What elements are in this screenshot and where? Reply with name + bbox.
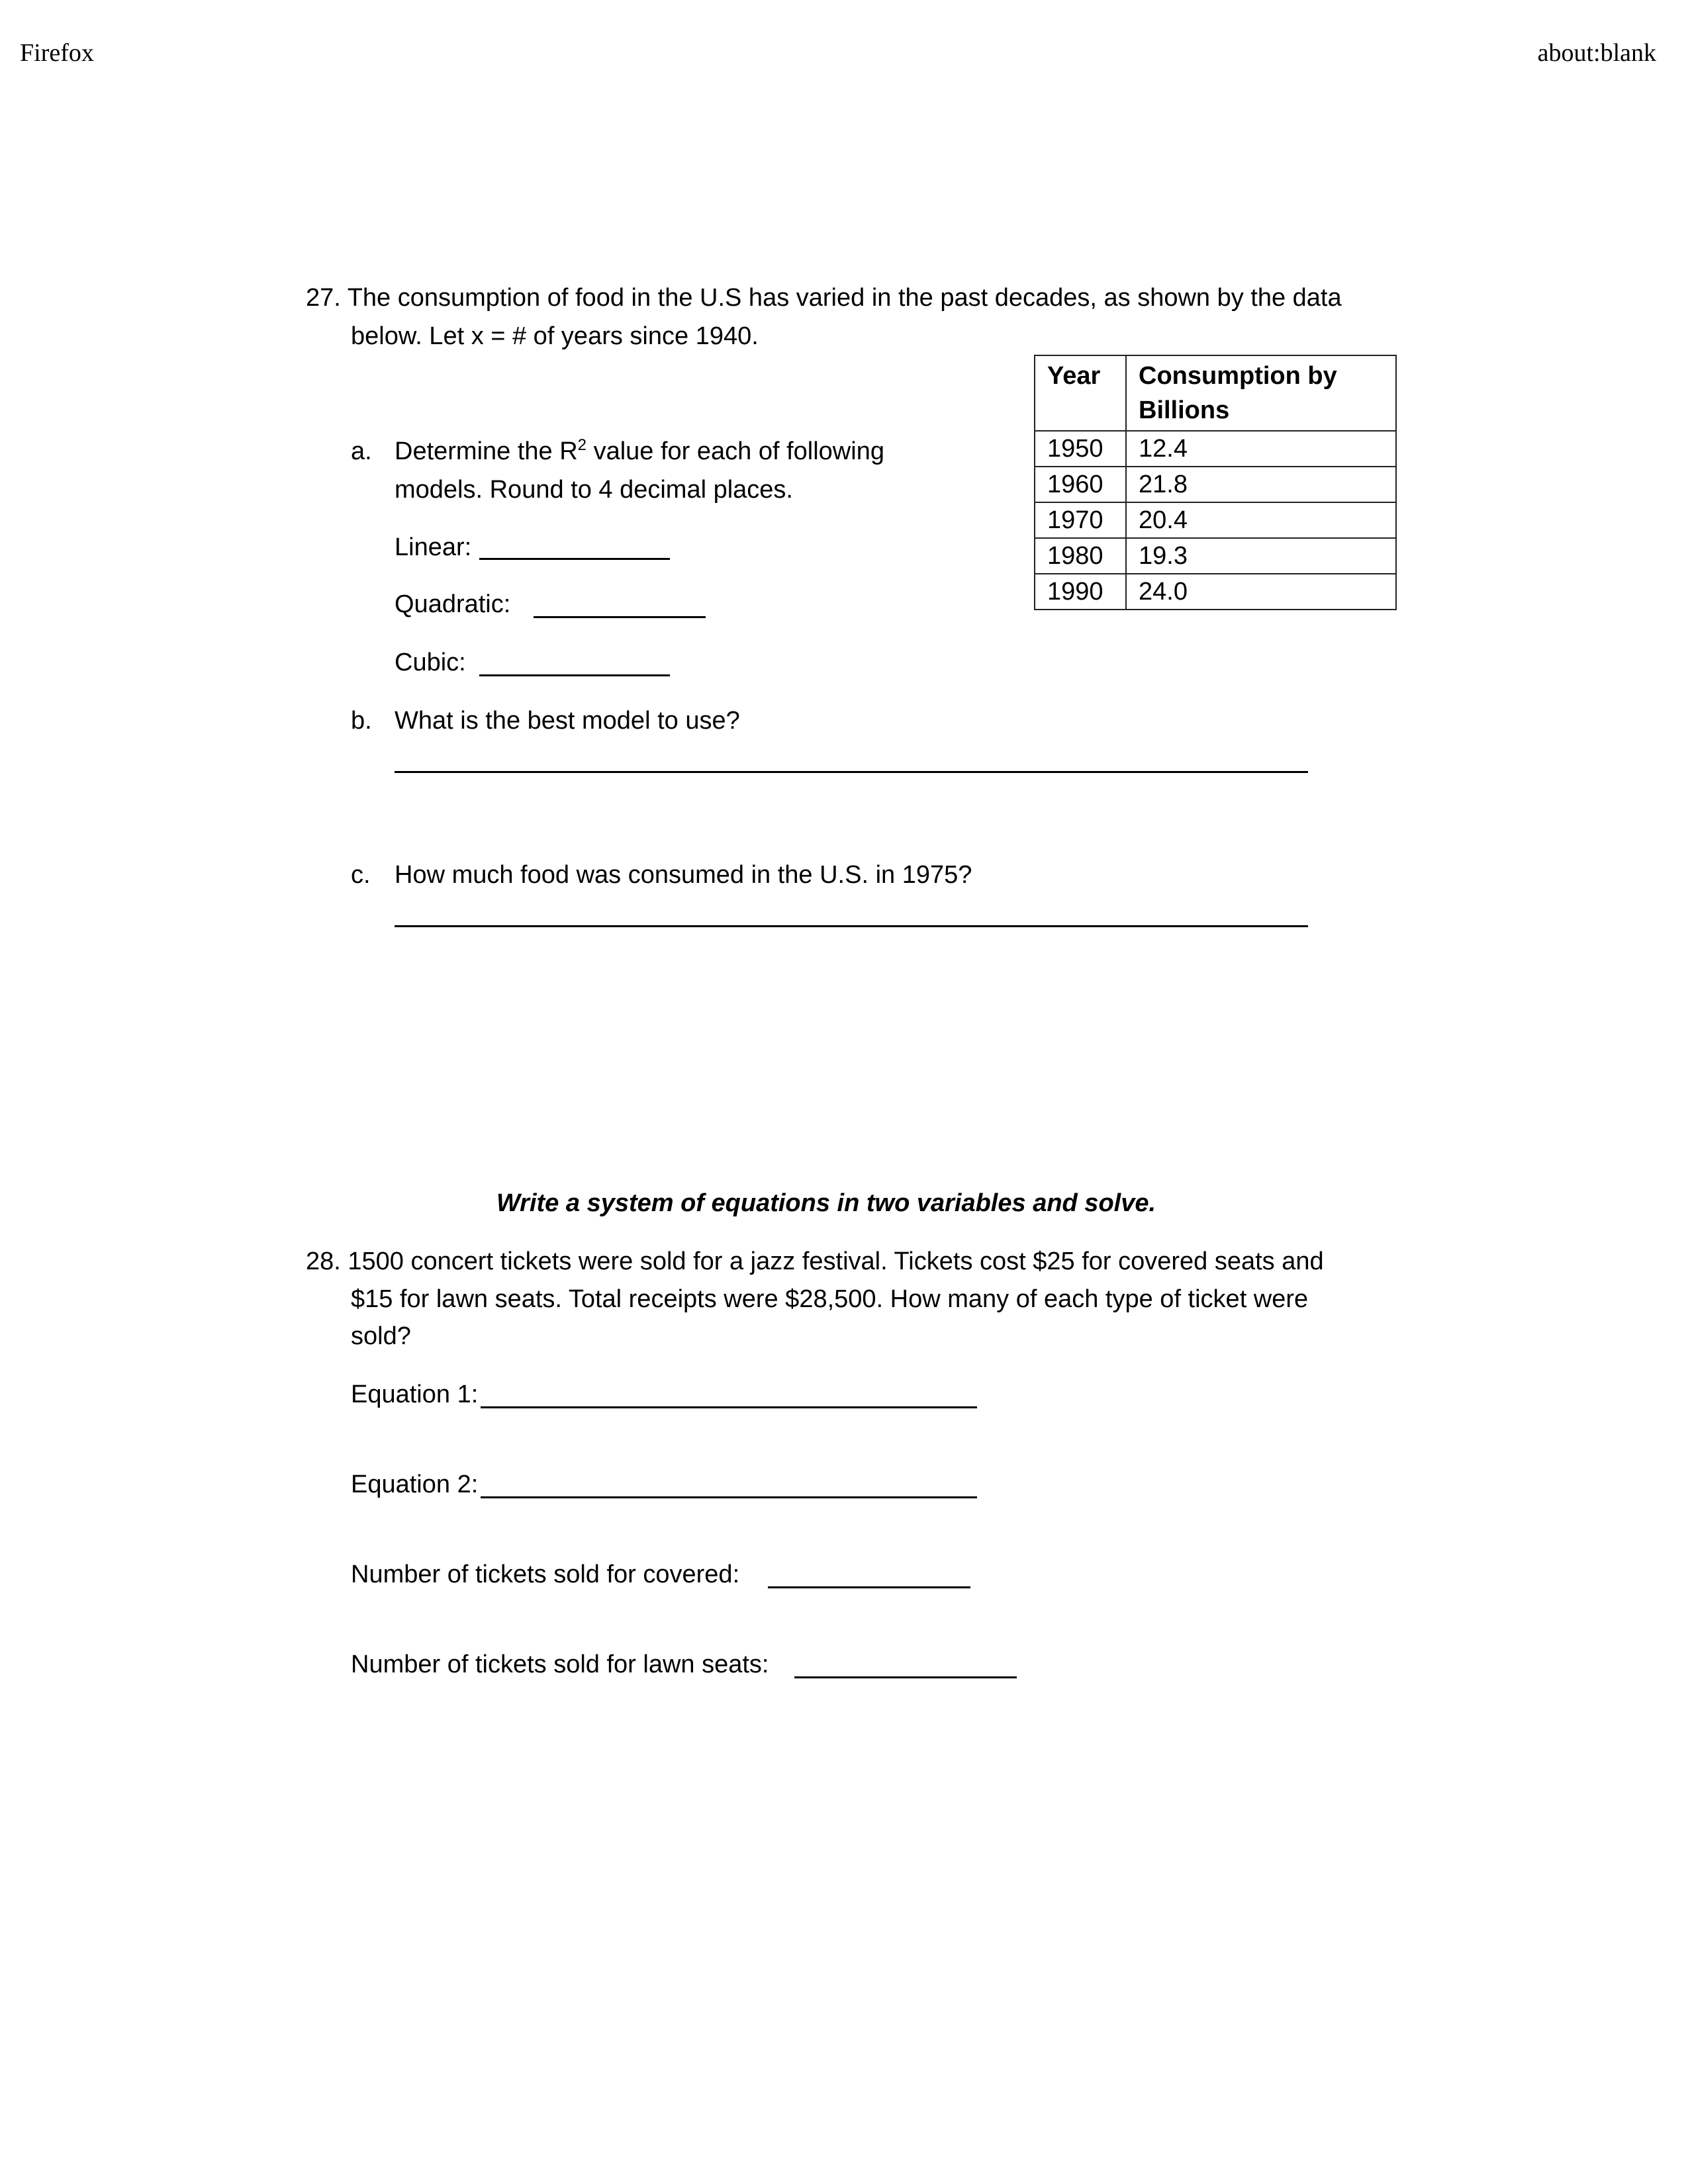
browser-name: Firefox bbox=[20, 39, 94, 67]
table-row bbox=[1035, 431, 1396, 467]
quadratic-label: Quadratic: bbox=[395, 590, 511, 618]
table-cell-year: 1950 bbox=[1035, 431, 1126, 467]
table-row bbox=[1035, 467, 1396, 502]
table-cell-value: 21.8 bbox=[1126, 467, 1396, 502]
equation2-answer-blank[interactable] bbox=[481, 1496, 977, 1498]
cubic-label: Cubic: bbox=[395, 649, 466, 676]
table-row bbox=[1035, 538, 1396, 574]
linear-answer-blank[interactable] bbox=[479, 558, 670, 560]
covered-tickets-label: Number of tickets sold for covered: bbox=[351, 1561, 740, 1588]
best-model-answer-blank[interactable] bbox=[395, 771, 1308, 773]
table-row bbox=[1035, 502, 1396, 538]
r-squared-exponent: 2 bbox=[577, 436, 587, 454]
q27-intro-line2: below. Let x = # of years since 1940. bbox=[351, 322, 759, 350]
q27b-question: What is the best model to use? bbox=[395, 707, 740, 735]
equation1-answer-blank[interactable] bbox=[481, 1406, 977, 1408]
table-cell-value: 24.0 bbox=[1126, 574, 1396, 610]
equation1-label: Equation 1: bbox=[351, 1381, 479, 1408]
table-row bbox=[1035, 574, 1396, 610]
q27c-marker: c. bbox=[351, 861, 371, 889]
table-cell-value: 19.3 bbox=[1126, 538, 1396, 574]
q27a-line2: models. Round to 4 decimal places. bbox=[395, 476, 793, 504]
consumption-1975-answer-blank[interactable] bbox=[395, 925, 1308, 927]
q28-line1: 28. 1500 concert tickets were sold for a jazz festival. Tickets cost $25 for covered seats and bbox=[306, 1248, 1324, 1275]
q27-intro-line1: 27. The consumption of food in the U.S has varied in the past decades, as shown by the data bbox=[306, 284, 1342, 312]
table-cell-value: 12.4 bbox=[1126, 431, 1396, 467]
table-cell-year: 1990 bbox=[1035, 574, 1126, 610]
table-cell-year: 1980 bbox=[1035, 538, 1126, 574]
table-header-year: Year bbox=[1035, 355, 1126, 431]
page-url: about:blank bbox=[1537, 39, 1656, 67]
lawn-tickets-label: Number of tickets sold for lawn seats: bbox=[351, 1651, 769, 1678]
cubic-answer-blank[interactable] bbox=[479, 674, 670, 676]
quadratic-answer-blank[interactable] bbox=[534, 616, 706, 618]
table-cell-value: 20.4 bbox=[1126, 502, 1396, 538]
q27a-marker: a. bbox=[351, 437, 372, 465]
q28-line3: sold? bbox=[351, 1322, 411, 1350]
table-cell-year: 1970 bbox=[1035, 502, 1126, 538]
linear-label: Linear: bbox=[395, 533, 472, 561]
table-cell-year: 1960 bbox=[1035, 467, 1126, 502]
q28-line2: $15 for lawn seats. Total receipts were $28,500. How many of each type of ticket were bbox=[351, 1285, 1309, 1313]
table-header-consumption: Consumption by Billions bbox=[1126, 355, 1396, 431]
section-heading: Write a system of equations in two variables and solve. bbox=[496, 1189, 1156, 1217]
equation2-label: Equation 2: bbox=[351, 1471, 479, 1498]
q27b-marker: b. bbox=[351, 707, 372, 735]
q27c-question: How much food was consumed in the U.S. in 1975? bbox=[395, 861, 972, 889]
table-header-row bbox=[1035, 355, 1396, 431]
consumption-table bbox=[1034, 355, 1397, 610]
lawn-tickets-answer-blank[interactable] bbox=[794, 1676, 1017, 1678]
q27a-line1: Determine the $R^2$ value for each of following bbox=[395, 436, 884, 465]
covered-tickets-answer-blank[interactable] bbox=[768, 1586, 970, 1588]
